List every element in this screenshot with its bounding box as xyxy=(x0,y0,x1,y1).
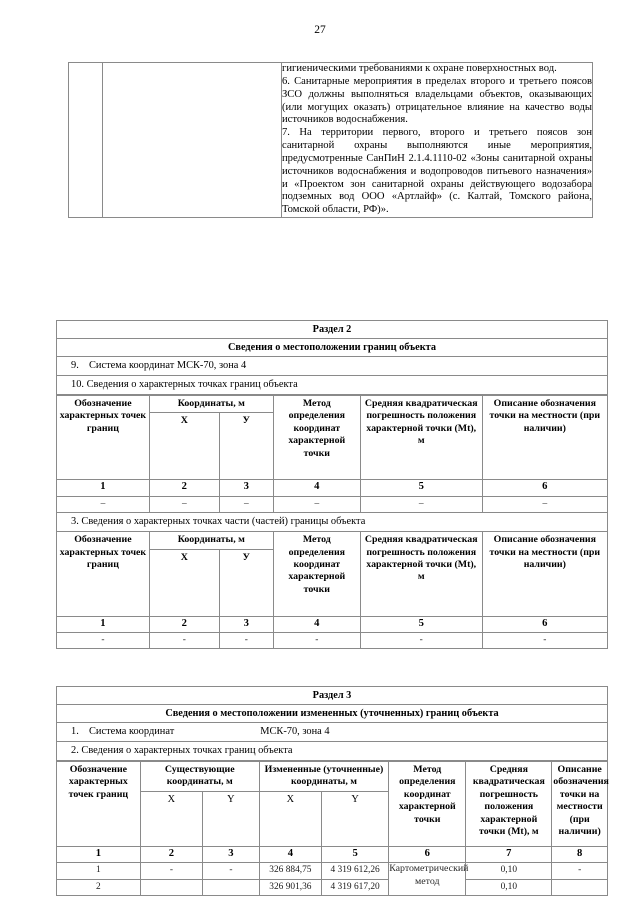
col-num-3: 3 xyxy=(203,846,260,862)
cell-point: 2 xyxy=(57,879,141,895)
col-num-7: 7 xyxy=(466,846,552,862)
col-num-2: 2 xyxy=(140,846,202,862)
col-num-5: 5 xyxy=(360,480,482,496)
table-row xyxy=(57,863,608,879)
column-number-row xyxy=(57,846,608,862)
section-2-container xyxy=(56,320,608,649)
cell-method: – xyxy=(273,496,360,512)
continuation-table xyxy=(68,62,593,218)
cell-new-x: 326 884,75 xyxy=(259,863,321,879)
coord-system-label: Система координат МСК-70, зона 4 xyxy=(89,360,247,371)
cell-new-y: 4 319 612,26 xyxy=(322,863,389,879)
section-3-subtitle: Сведения о местоположении измененных (уточненных) границ объекта xyxy=(56,704,608,722)
restrictions-text-cell xyxy=(282,63,593,218)
table-row xyxy=(69,63,593,218)
header-rmse: Средняя квадратическая погрешность положения характерной точки (Мt), м xyxy=(360,532,482,616)
header-description: Описание обозначения точки на местности (при наличии) xyxy=(482,396,607,480)
cell-point: 1 xyxy=(57,863,141,879)
header-changed-x: X xyxy=(259,791,321,846)
col-num-1: 1 xyxy=(57,480,150,496)
table-header-row xyxy=(57,396,608,413)
continuation-table-container xyxy=(68,62,593,218)
cell-y: – xyxy=(219,496,273,512)
header-x: X xyxy=(149,549,219,616)
header-coordinates: Координаты, м xyxy=(149,532,273,549)
table-header-row xyxy=(57,762,608,792)
coord-system-value: МСК-70, зона 4 xyxy=(260,726,330,737)
header-method: Метод определения координат характерной точки xyxy=(273,396,360,480)
cell-description: - xyxy=(552,863,608,879)
col-num-4: 4 xyxy=(259,846,321,862)
header-method: Метод определения координат характерной точки xyxy=(273,532,360,616)
header-existing-coordinates: Существующие координаты, м xyxy=(140,762,259,792)
cell-method: Картометрический метод xyxy=(389,863,466,896)
column-number-row xyxy=(57,480,608,496)
header-designation: Обозначение характерных точек границ xyxy=(57,532,150,616)
cell-y: - xyxy=(219,633,273,649)
cell-rmse: – xyxy=(360,496,482,512)
table-row xyxy=(57,496,608,512)
cell-mt: 0,10 xyxy=(466,863,552,879)
col-num-3: 3 xyxy=(219,480,273,496)
table-header-row xyxy=(57,532,608,549)
cell-designation: - xyxy=(57,633,150,649)
header-x: X xyxy=(149,413,219,480)
col-num-6: 6 xyxy=(482,480,607,496)
cell-old-y: - xyxy=(203,863,260,879)
cell-new-x: 326 901,36 xyxy=(259,879,321,895)
cell-description xyxy=(552,879,608,895)
header-rmse: Средняя квадратическая погрешность положения характерной точки (Мt), м xyxy=(360,396,482,480)
cell-old-x xyxy=(140,879,202,895)
cell-description: - xyxy=(482,633,607,649)
cell-old-y xyxy=(203,879,260,895)
col-num-2: 2 xyxy=(149,480,219,496)
paragraph-7: 7. На территории первого, второго и третьего поясов зон санитарной охраны выполняются иные мероприятия, предусмотренные СанПиН 2.1.4.1110-02 «Зоны санитарной охраны источников водоснабжения и водопроводов питьевого назначения» и «Проектом зон санитарной охраны действующего водозабора подземных вод ООО «Артлайф» (с. Калтай, Томского района, Томской области, РФ)». xyxy=(282,127,592,216)
header-existing-y: Y xyxy=(203,791,260,846)
header-y: У xyxy=(219,549,273,616)
section-2-coord-system-row xyxy=(56,356,608,375)
empty-cell-a xyxy=(69,63,103,218)
section-3-title: Раздел 3 xyxy=(56,686,608,704)
paragraph-continuation: гигиеническими требованиями к охране поверхностных вод. xyxy=(282,63,557,74)
cell-rmse: - xyxy=(360,633,482,649)
cell-x: - xyxy=(149,633,219,649)
section-2-points-row: 10. Сведения о характерных точках границ объекта xyxy=(56,375,608,395)
col-num-2: 2 xyxy=(149,616,219,632)
cell-new-y: 4 319 617,20 xyxy=(322,879,389,895)
cell-method: - xyxy=(273,633,360,649)
section-3-points-table xyxy=(56,761,608,896)
section-3-container xyxy=(56,686,608,896)
section-2-title: Раздел 2 xyxy=(56,320,608,338)
header-changed-coordinates: Измененные (уточненные) координаты, м xyxy=(259,762,388,792)
header-coordinates: Координаты, м xyxy=(149,396,273,413)
cell-x: – xyxy=(149,496,219,512)
coord-system-number: 9. xyxy=(71,360,79,371)
col-num-3: 3 xyxy=(219,616,273,632)
header-description: Описание обозначения точки на местности (при наличии) xyxy=(482,532,607,616)
empty-cell-b xyxy=(103,63,282,218)
coord-system-number: 1. xyxy=(71,726,79,737)
col-num-5: 5 xyxy=(322,846,389,862)
col-num-1: 1 xyxy=(57,846,141,862)
header-rmse: Средняя квадратическая погрешность положения характерной точки (Мt), м xyxy=(466,762,552,847)
section-2-part-points-table xyxy=(56,531,608,649)
section-3-coord-system-row xyxy=(56,722,608,741)
section-3-points-row: 2. Сведения о характерных точках границ объекта xyxy=(56,741,608,761)
coord-system-label: Система координат xyxy=(89,726,175,737)
header-changed-y: Y xyxy=(322,791,389,846)
col-num-4: 4 xyxy=(273,616,360,632)
table-row xyxy=(57,633,608,649)
header-method: Метод определения координат характерной точки xyxy=(389,762,466,847)
cell-old-x: - xyxy=(140,863,202,879)
cell-designation: – xyxy=(57,496,150,512)
section-2-part-points-row: 3. Сведения о характерных точках части (частей) границы объекта xyxy=(56,513,608,531)
table-row xyxy=(57,879,608,895)
header-designation: Обозначение характерных точек границ xyxy=(57,396,150,480)
header-description: Описание обозначения точки на местности (при наличии) xyxy=(552,762,608,847)
cell-mt: 0,10 xyxy=(466,879,552,895)
col-num-1: 1 xyxy=(57,616,150,632)
paragraph-6: 6. Санитарные мероприятия в пределах второго и третьего поясов ЗСО должны выполняться владельцами объектов, оказывающих (или могущих оказать) отрицательное влияние на качество воды источников водоснабжения. xyxy=(282,75,592,126)
col-num-8: 8 xyxy=(552,846,608,862)
col-num-6: 6 xyxy=(482,616,607,632)
col-num-4: 4 xyxy=(273,480,360,496)
header-y: У xyxy=(219,413,273,480)
cell-description: – xyxy=(482,496,607,512)
section-2-subtitle: Сведения о местоположении границ объекта xyxy=(56,338,608,356)
col-num-6: 6 xyxy=(389,846,466,862)
header-existing-x: X xyxy=(140,791,202,846)
col-num-5: 5 xyxy=(360,616,482,632)
section-2-points-table xyxy=(56,395,608,513)
column-number-row xyxy=(57,616,608,632)
page-number: 27 xyxy=(314,24,326,36)
header-designation: Обозначение характерных точек границ xyxy=(57,762,141,847)
